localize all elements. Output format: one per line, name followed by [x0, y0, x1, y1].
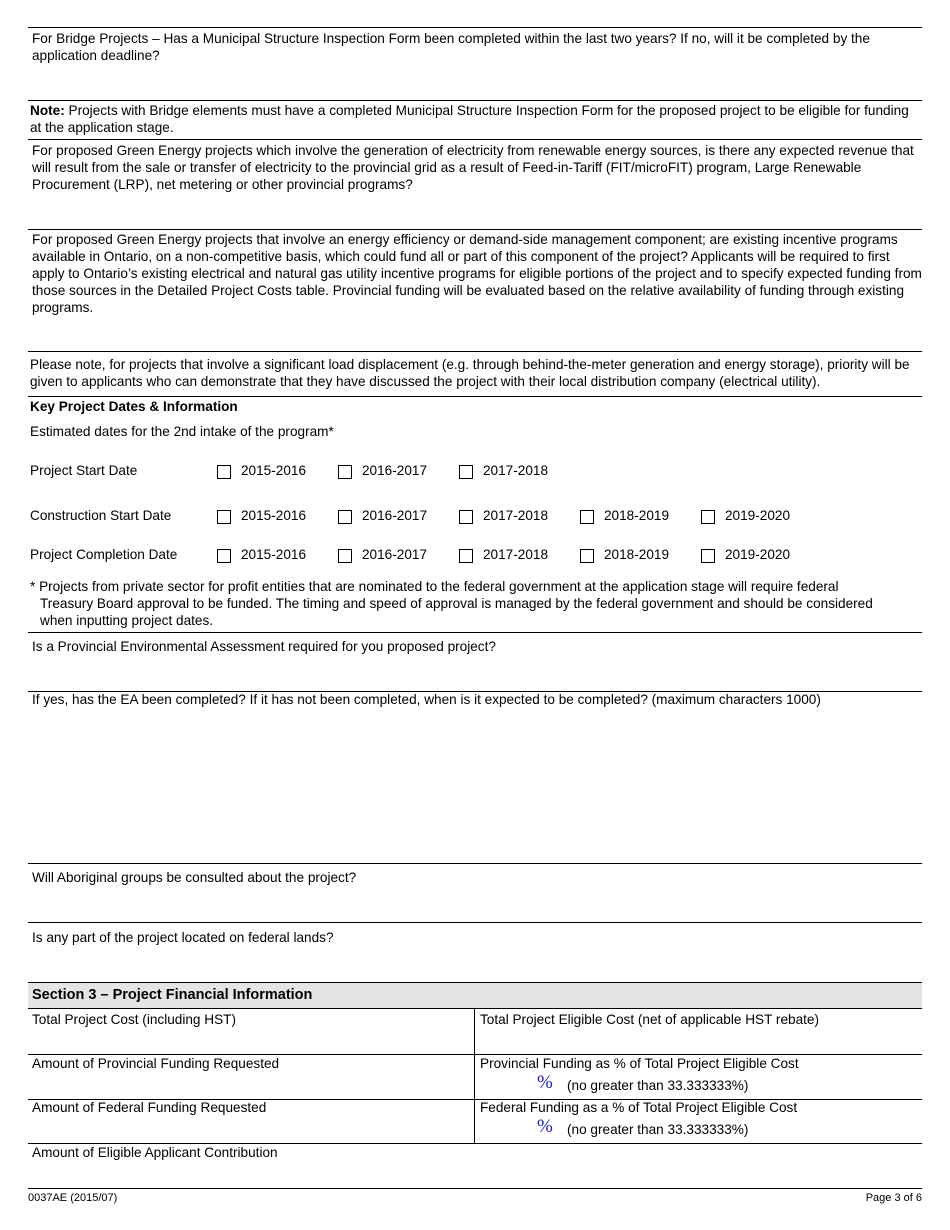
federal-funding-percent-label: Federal Funding as a % of Total Project Eligible Cost — [480, 1100, 798, 1115]
federal-funding-requested-label: Amount of Federal Funding Requested — [32, 1100, 267, 1115]
federal-percent-note: (no greater than 33.333333%) — [567, 1122, 749, 1137]
provincial-funding-percent-label: Provincial Funding as % of Total Project Eligible Cost — [480, 1056, 799, 1071]
project-completion-2015-2016-checkbox[interactable] — [217, 549, 231, 563]
divider — [28, 863, 922, 864]
construction-start-label: Construction Start Date — [30, 508, 172, 523]
option-label: 2018-2019 — [604, 508, 670, 523]
option-label: 2016-2017 — [362, 508, 428, 523]
construction-start-2016-2017-checkbox[interactable] — [338, 510, 352, 524]
provincial-percent-note: (no greater than 33.333333%) — [567, 1078, 749, 1093]
percent-icon: % — [537, 1072, 553, 1093]
project-completion-label: Project Completion Date — [30, 547, 178, 562]
divider — [28, 139, 922, 140]
footnote-line: Treasury Board approval to be funded. The timing and speed of approval is managed by the federal government and should be considered — [40, 596, 873, 611]
aboriginal-question: Will Aboriginal groups be consulted about the project? — [32, 870, 357, 885]
key-dates-subheading: Estimated dates for the 2nd intake of the program* — [30, 424, 334, 439]
option-label: 2017-2018 — [483, 463, 549, 478]
construction-start-2018-2019-checkbox[interactable] — [580, 510, 594, 524]
divider — [28, 351, 922, 352]
footer-divider — [28, 1188, 922, 1189]
provincial-funding-requested-label: Amount of Provincial Funding Requested — [32, 1056, 280, 1071]
applicant-contribution-label: Amount of Eligible Applicant Contribution — [32, 1145, 278, 1160]
construction-start-2019-2020-checkbox[interactable] — [701, 510, 715, 524]
divider — [28, 922, 922, 923]
project-completion-2018-2019-checkbox[interactable] — [580, 549, 594, 563]
option-label: 2018-2019 — [604, 547, 670, 562]
bridge-question: For Bridge Projects – Has a Municipal Structure Inspection Form been completed within the last two years? If no, will it be completed by the application deadline? — [32, 31, 870, 63]
divider — [28, 100, 922, 101]
load-displacement-note: Please note, for projects that involve a significant load displacement (e.g. through behind-the-meter generation and energy storage), priority will be given to applicants who can demonstrate that they have discussed the project with their local distribution company (electrical utility). — [30, 357, 910, 389]
project-start-2016-2017-checkbox[interactable] — [338, 465, 352, 479]
project-completion-2019-2020-checkbox[interactable] — [701, 549, 715, 563]
divider — [28, 1054, 922, 1055]
divider — [28, 396, 922, 397]
option-label: 2019-2020 — [725, 508, 791, 523]
option-label: 2015-2016 — [241, 508, 307, 523]
divider — [28, 229, 922, 230]
project-completion-2017-2018-checkbox[interactable] — [459, 549, 473, 563]
green-revenue-question: For proposed Green Energy projects which involve the generation of electricity from renewable energy sources, is there any expected revenue that will result from the sale or transfer of electricity to the provincial grid as a result of Feed-in-Tariff (FIT/microFIT) program, Large Renewable Procurement (LRP), net metering or other provincial programs? — [32, 143, 914, 192]
divider — [28, 27, 922, 28]
total-eligible-cost-label: Total Project Eligible Cost (net of applicable HST rebate) — [480, 1012, 820, 1027]
footnote-line: * Projects from private sector for profit entities that are nominated to the federal government at the application stage will require federal — [30, 579, 839, 594]
ea-required-question: Is a Provincial Environmental Assessment required for you proposed project? — [32, 639, 496, 654]
green-efficiency-question: For proposed Green Energy projects that involve an energy efficiency or demand-side management component; are existing incentive programs available in Ontario, on a non-competitive basis, which could fund all or part of this component of the project? Applicants will be required to first apply to Ontario’s existing electrical and natural gas utility incentive programs for eligible portions of the project and to specify expected funding from those sources in the Detailed Project Costs table. Provincial funding will be evaluated based on the relative availability of funding through existing programs. — [32, 232, 922, 315]
ea-completed-question: If yes, has the EA been completed? If it has not been completed, when is it expected to be completed? (maximum characters 1000) — [32, 692, 821, 707]
key-dates-heading: Key Project Dates & Information — [30, 399, 238, 414]
footnote-line: when inputting project dates. — [40, 613, 214, 628]
project-start-2015-2016-checkbox[interactable] — [217, 465, 231, 479]
divider — [28, 632, 922, 633]
option-label: 2019-2020 — [725, 547, 791, 562]
dates-footnote — [30, 578, 873, 629]
construction-start-2017-2018-checkbox[interactable] — [459, 510, 473, 524]
option-label: 2016-2017 — [362, 547, 428, 562]
project-completion-2016-2017-checkbox[interactable] — [338, 549, 352, 563]
option-label: 2015-2016 — [241, 547, 307, 562]
project-start-2017-2018-checkbox[interactable] — [459, 465, 473, 479]
project-start-label: Project Start Date — [30, 463, 138, 478]
form-id: 0037AE (2015/07) — [28, 1192, 118, 1204]
option-label: 2017-2018 — [483, 547, 549, 562]
percent-icon: % — [537, 1116, 553, 1137]
divider — [28, 1143, 922, 1144]
bridge-note — [28, 102, 922, 136]
section-3-heading: Section 3 – Project Financial Information — [28, 982, 922, 1009]
option-label: 2016-2017 — [362, 463, 428, 478]
total-project-cost-label: Total Project Cost (including HST) — [32, 1012, 236, 1027]
column-divider — [474, 1009, 475, 1143]
option-label: 2015-2016 — [241, 463, 307, 478]
federal-lands-question: Is any part of the project located on federal lands? — [32, 930, 334, 945]
note-text: Projects with Bridge elements must have a completed Municipal Structure Inspection Form for the proposed project to be eligible for funding at the application stage. — [30, 103, 909, 135]
page-number: Page 3 of 6 — [865, 1192, 922, 1204]
option-label: 2017-2018 — [483, 508, 549, 523]
note-label: Note: — [30, 103, 65, 118]
construction-start-2015-2016-checkbox[interactable] — [217, 510, 231, 524]
